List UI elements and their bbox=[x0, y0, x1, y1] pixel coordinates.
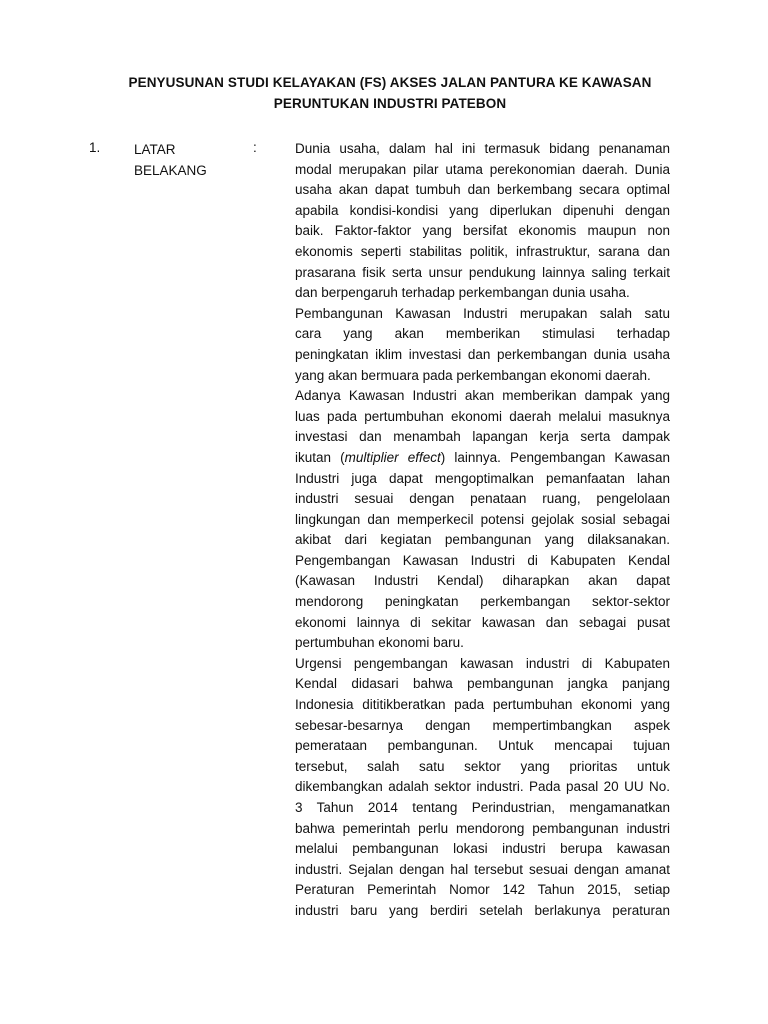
body-line: tersebut, salah satu sektor yang prioritas untuk bbox=[295, 758, 670, 774]
body-line: Kendal didasari bahwa pembangunan jangka panjang bbox=[295, 676, 670, 692]
body-line: (Kawasan Industri Kendal) diharapkan akan dapat bbox=[295, 573, 670, 589]
section-number: 1. bbox=[89, 140, 101, 155]
body-line: sebesar-besarnya dengan mempertimbangkan aspek bbox=[295, 717, 670, 733]
body-line: prasarana fisik serta unsur pendukung lainnya saling terkait bbox=[295, 264, 670, 280]
section-heading-line-1: LATAR bbox=[134, 142, 176, 157]
body-line: Indonesia dititikberatkan pada pertumbuhan ekonomi yang bbox=[295, 697, 670, 713]
document-title-line-1: PENYUSUNAN STUDI KELAYAKAN (FS) AKSES JALAN PANTURA KE KAWASAN bbox=[128, 75, 652, 90]
body-line-with-italic bbox=[295, 448, 670, 469]
body-line: industri. Sejalan dengan hal tersebut sesuai dengan amanat bbox=[295, 861, 670, 877]
body-line: Peraturan Pemerintah Nomor 142 Tahun 2015, setiap bbox=[295, 882, 670, 898]
body-line: modal merupakan pilar utama perekonomian daerah. Dunia bbox=[295, 161, 670, 177]
body-line: pemerataan pembangunan. Untuk mencapai tujuan bbox=[295, 738, 670, 754]
body-line: dikembangkan adalah sektor industri. Pada pasal 20 UU No. bbox=[295, 779, 670, 795]
body-line: investasi dan menambah lapangan kerja serta dampak bbox=[295, 429, 670, 445]
body-line: industri baru yang berdiri setelah berlakunya peraturan bbox=[295, 902, 670, 918]
body-line: peningkatan iklim investasi dan perkembangan dunia usaha bbox=[295, 346, 670, 362]
body-line: Dunia usaha, dalam hal ini termasuk bidang penanaman bbox=[295, 141, 670, 156]
body-line: yang akan bermuara pada perkembangan ekonomi daerah. bbox=[295, 367, 651, 383]
body-line: akibat dari kegiatan pembangunan yang dilaksanakan. bbox=[295, 532, 670, 548]
body-line: Adanya Kawasan Industri akan memberikan dampak yang bbox=[295, 388, 670, 404]
body-line: ekonomi lainnya di sekitar kawasan dan sebagai pusat bbox=[295, 614, 670, 630]
section-body bbox=[295, 139, 670, 922]
body-line: 3 Tahun 2014 tentang Perindustrian, mengamanatkan bbox=[295, 800, 670, 815]
body-line: bahwa pemerintah perlu mendorong pembangunan industri bbox=[295, 820, 670, 836]
body-line: cara yang akan memberikan stimulasi terhadap bbox=[295, 326, 670, 342]
body-line: pertumbuhan ekonomi baru. bbox=[295, 635, 464, 651]
section-heading bbox=[134, 140, 244, 181]
body-line-part: ikutan ( bbox=[295, 449, 345, 465]
body-line: baik. Faktor-faktor yang bersifat ekonomis maupun non bbox=[295, 223, 670, 239]
body-line: Industri juga dapat mengoptimalkan pemanfaatan lahan bbox=[295, 470, 670, 486]
body-line: apabila kondisi-kondisi yang diperlukan dipenuhi dengan bbox=[295, 202, 670, 218]
body-line-part: ) lainnya. Pengembangan Kawasan bbox=[440, 449, 670, 465]
body-line: melalui pembangunan lokasi industri berupa kawasan bbox=[295, 841, 670, 857]
body-line: industri sesuai dengan penataan ruang, pengelolaan bbox=[295, 491, 670, 507]
body-line: ekonomis seperti stabilitas politik, infrastruktur, sarana dan bbox=[295, 243, 670, 259]
body-line: Pengembangan Kawasan Industri di Kabupaten Kendal bbox=[295, 552, 670, 568]
body-line: luas pada pertumbuhan ekonomi daerah melalui masuknya bbox=[295, 408, 670, 424]
section-colon: : bbox=[253, 140, 257, 155]
body-line: usaha akan dapat tumbuh dan berkembang secara optimal bbox=[295, 182, 670, 198]
body-line: Urgensi pengembangan kawasan industri di Kabupaten bbox=[295, 655, 670, 671]
body-line: lingkungan dan memperkecil potensi gejolak sosial sebagai bbox=[295, 511, 670, 527]
section-heading-line-2: BELAKANG bbox=[134, 162, 207, 178]
italic-term: multiplier effect bbox=[344, 449, 441, 465]
document-title-line-2: PERUNTUKAN INDUSTRI PATEBON bbox=[273, 96, 507, 111]
body-line: mendorong peningkatan perkembangan sektor-sektor bbox=[295, 594, 670, 610]
body-line: dan berpengaruh terhadap perkembangan dunia usaha. bbox=[295, 285, 630, 301]
body-line: Pembangunan Kawasan Industri merupakan salah satu bbox=[295, 305, 670, 321]
